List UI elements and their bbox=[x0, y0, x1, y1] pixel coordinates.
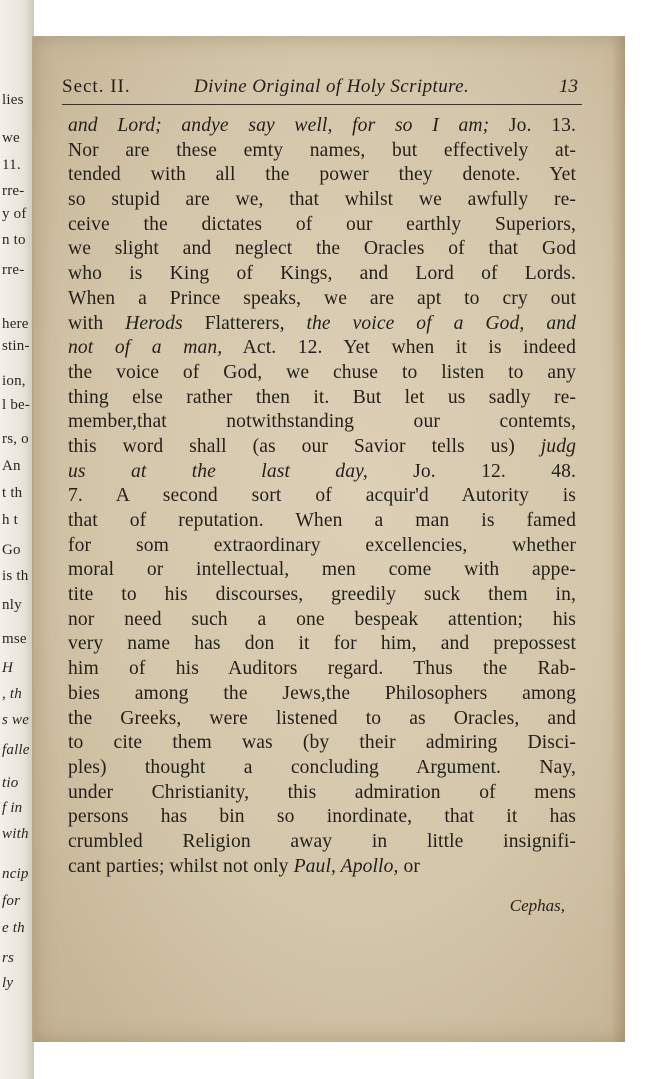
text-line bbox=[68, 410, 576, 435]
previous-page-fragment: An bbox=[2, 458, 21, 474]
text-run: When a Prince speaks, we are apt to cry out bbox=[68, 287, 576, 309]
text-line bbox=[68, 188, 576, 213]
text-line bbox=[68, 781, 576, 806]
text-line bbox=[68, 731, 576, 756]
italic-run: not of a man, bbox=[68, 337, 223, 359]
previous-page-fragment: f in bbox=[2, 800, 23, 816]
text-line bbox=[68, 855, 576, 880]
text-run: him of his Auditors regard. Thus the Rab- bbox=[68, 658, 576, 680]
previous-page-fragment: nly bbox=[2, 597, 22, 613]
text-line bbox=[68, 583, 576, 608]
text-run: moral or intellectual, men come with appe- bbox=[68, 559, 576, 581]
text-line bbox=[68, 534, 576, 559]
previous-page-fragment: rre- bbox=[2, 183, 25, 199]
text-line bbox=[68, 139, 576, 164]
catchword: Cephas, bbox=[509, 896, 565, 915]
text-run: ceive the dictates of our earthly Superiors, bbox=[68, 213, 576, 235]
previous-page-fragment: stin- bbox=[2, 338, 30, 354]
previous-page-fragment: rs, o bbox=[2, 431, 29, 447]
text-line bbox=[68, 460, 576, 485]
previous-page-fragment: , th bbox=[2, 686, 22, 702]
text-run: very name has don it for him, and prepossest bbox=[68, 633, 576, 655]
previous-page-fragment: here bbox=[2, 316, 29, 332]
text-run: bies among the Jews,the Philosophers among bbox=[68, 682, 576, 704]
text-run: this word shall (as our Savior tells us) bbox=[68, 435, 541, 457]
previous-page-edge bbox=[0, 0, 34, 1079]
text-run: Nor are these emty names, but effectively at- bbox=[68, 139, 576, 161]
text-line bbox=[68, 312, 576, 337]
previous-page-fragment: 11. bbox=[2, 157, 21, 173]
running-header bbox=[62, 74, 582, 105]
text-run: we slight and neglect the Oracles of that God bbox=[68, 238, 576, 260]
text-line bbox=[68, 336, 576, 361]
previous-page-fragment: rs bbox=[2, 950, 15, 966]
page-number: 13 bbox=[559, 76, 578, 97]
text-run: member,that notwithstanding our contemts, bbox=[68, 411, 576, 433]
text-run: crumbled Religion away in little insignifi- bbox=[68, 830, 576, 852]
text-run: the Greeks, were listened to as Oracles, and bbox=[68, 707, 576, 729]
italic-run: Herods bbox=[125, 312, 183, 334]
text-line bbox=[68, 361, 576, 386]
previous-page-fragment: s we bbox=[2, 712, 30, 728]
text-run: that of reputation. When a man is famed bbox=[68, 510, 576, 531]
text-line bbox=[68, 707, 576, 732]
text-run: to cite them was (by their admiring Disci- bbox=[68, 732, 576, 754]
text-line bbox=[68, 756, 576, 781]
previous-page-fragment: h t bbox=[2, 512, 19, 528]
previous-page-fragment: y of bbox=[2, 206, 27, 222]
text-run: Act. 12. Yet when it is indeed bbox=[222, 337, 576, 359]
previous-page-fragment: n to bbox=[2, 232, 26, 248]
text-line bbox=[68, 657, 576, 682]
italic-run: the voice of a God, and bbox=[306, 312, 577, 334]
text-run: thing else rather then it. But let us sadly re- bbox=[68, 386, 576, 408]
text-line bbox=[68, 632, 576, 657]
text-run: so stupid are we, that whilst we awfully re- bbox=[68, 189, 576, 211]
text-run: Jo. 12. 48. bbox=[367, 460, 577, 482]
previous-page-fragment: l be- bbox=[2, 397, 31, 413]
text-run: nor need such a one bespeak attention; his bbox=[68, 608, 576, 630]
text-run: Flatterers, bbox=[182, 312, 307, 334]
previous-page-fragment: e th bbox=[2, 920, 25, 936]
previous-page-fragment: is th bbox=[2, 568, 29, 584]
text-run: ples) thought a concluding Argument. Nay, bbox=[68, 756, 576, 778]
text-run: cant parties; whilst not only bbox=[68, 855, 294, 877]
previous-page-fragment: ion, bbox=[2, 373, 26, 389]
text-run: Jo. 13. bbox=[489, 115, 577, 136]
running-title: Divine Original of Holy Scripture. bbox=[194, 76, 470, 97]
previous-page-fragment: H bbox=[2, 660, 14, 676]
italic-run: Paul, Apollo, bbox=[293, 855, 399, 877]
previous-page-fragment: we bbox=[2, 130, 20, 146]
book-page bbox=[32, 36, 625, 1042]
section-label: Sect. II. bbox=[62, 76, 131, 97]
italic-run: us at the last day, bbox=[68, 460, 368, 482]
previous-page-fragment: Go bbox=[2, 542, 21, 558]
text-run: with bbox=[68, 312, 126, 334]
previous-page-fragment: ly bbox=[2, 975, 14, 991]
text-line bbox=[68, 114, 576, 139]
text-line bbox=[68, 237, 576, 262]
previous-page-fragment: rre- bbox=[2, 262, 25, 278]
text-run: or bbox=[398, 855, 421, 877]
italic-run: and Lord; andye say well, for so I am; bbox=[68, 115, 490, 136]
text-line bbox=[68, 287, 576, 312]
previous-page-fragment: ncip bbox=[2, 866, 29, 882]
text-line bbox=[68, 213, 576, 238]
text-line bbox=[68, 163, 576, 188]
text-run: tended with all the power they denote. Yet bbox=[68, 164, 576, 186]
previous-page-fragment: tio bbox=[2, 775, 19, 791]
text-run: tite to his discourses, greedily suck them in, bbox=[68, 584, 576, 606]
text-line bbox=[68, 509, 576, 534]
text-line bbox=[68, 386, 576, 411]
text-run: under Christianity, this admiration of mens bbox=[68, 781, 576, 803]
text-run: the voice of God, we chuse to listen to any bbox=[68, 361, 576, 383]
text-line bbox=[68, 484, 576, 509]
text-line bbox=[68, 435, 576, 460]
text-run: 7. A second sort of acquir'd Autority is bbox=[68, 485, 576, 507]
text-run: persons has bin so inordinate, that it has bbox=[68, 806, 576, 828]
text-run: for som extraordinary excellencies, whether bbox=[68, 534, 576, 556]
previous-page-fragment: t th bbox=[2, 485, 23, 501]
previous-page-fragment: with bbox=[2, 826, 29, 842]
previous-page-fragment: for bbox=[2, 893, 21, 909]
text-line bbox=[68, 262, 576, 287]
previous-page-fragment: lies bbox=[2, 92, 24, 108]
text-line bbox=[68, 558, 576, 583]
text-line bbox=[68, 830, 576, 855]
body-text bbox=[68, 114, 576, 879]
previous-page-fragment: mse bbox=[2, 631, 27, 647]
text-line bbox=[68, 608, 576, 633]
previous-page-fragment: falle bbox=[2, 742, 30, 758]
text-line bbox=[68, 682, 576, 707]
text-run: who is King of Kings, and Lord of Lords. bbox=[68, 263, 576, 285]
text-line bbox=[68, 805, 576, 830]
italic-run: judg bbox=[540, 435, 576, 457]
